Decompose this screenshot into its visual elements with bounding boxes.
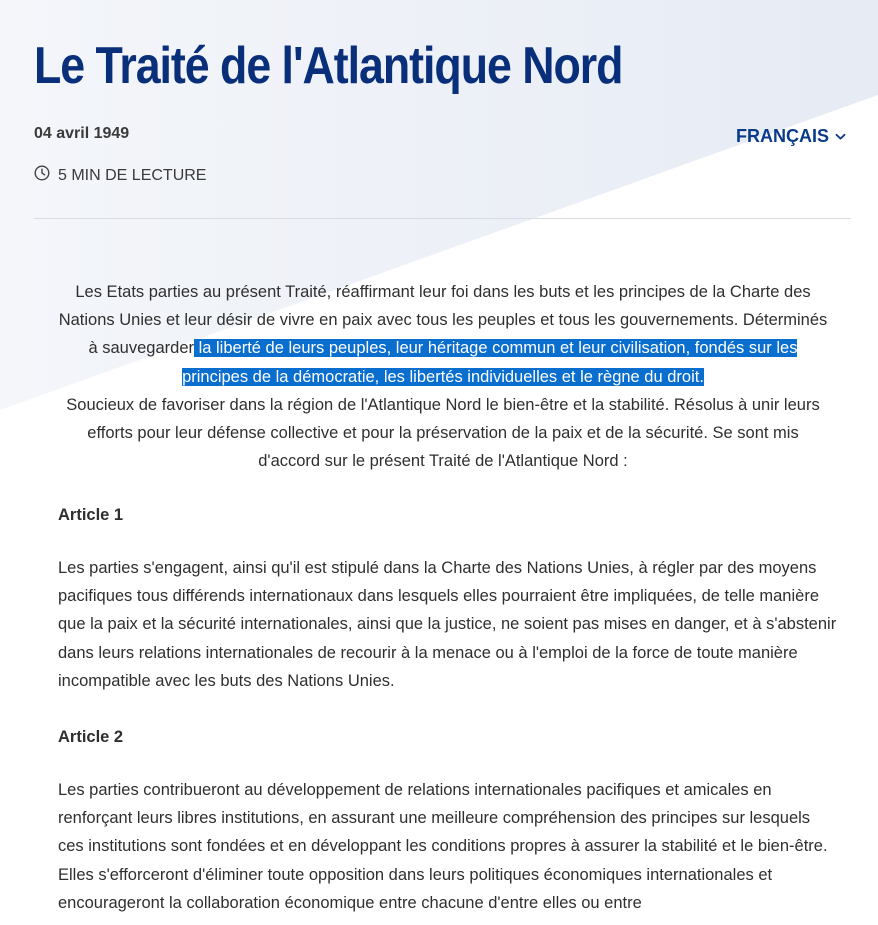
- page-title: Le Traité de l'Atlantique Nord: [34, 37, 623, 95]
- selected-text-highlight[interactable]: la liberté de leurs peuples, leur héritage commun et leur civilisation, fondés sur les principes de la démocratie, les libertés individuelles et le règne du droit.: [182, 339, 798, 386]
- preamble-text: Les Etats parties au présent Traité, réaffirmant leur foi dans les buts et les principes de la Charte des Nations Unies et leur désir de vivre en paix avec tous les peuples et tous les gouvernements. Déterminés à sauvegarder: [58, 283, 828, 358]
- language-label: FRANÇAIS: [736, 126, 829, 146]
- language-selector[interactable]: [736, 126, 846, 147]
- preamble: [56, 278, 830, 475]
- chevron-down-icon: [835, 133, 846, 141]
- reading-time-label: 5 MIN DE LECTURE: [58, 166, 207, 184]
- article-2-heading: Article 2: [58, 728, 124, 746]
- header-divider: [34, 218, 851, 219]
- publication-date: 04 avril 1949: [34, 125, 130, 142]
- article-1-heading: Article 1: [58, 506, 124, 524]
- clock-icon: [34, 165, 50, 186]
- article-1-body: Les parties s'engagent, ainsi qu'il est stipulé dans la Charte des Nations Unies, à régler par des moyens pacifiques tous différends internationaux dans lesquels elles pourraient être impliquées, de telle manière que la paix et la sécurité internationales, ainsi que la justice, ne soient pas mises en danger, et à s'abstenir dans leurs relations internationales de recourir à la menace ou à l'emploi de la force de toute manière incompatible avec les buts des Nations Unies.: [58, 559, 837, 690]
- reading-time: [34, 165, 206, 186]
- article-2-body: Les parties contribueront au développement de relations internationales pacifiques et amicales en renforçant leurs libres institutions, en assurant une meilleure compréhension des principes sur lesquels ces institutions sont fondées et en développant les conditions propres à assurer la stabilité et le bien-être. Elles s'efforceront d'éliminer toute opposition dans leurs politiques économiques internationales et encourageront la collaboration économique entre chacune d'entre elles ou entre: [58, 781, 828, 912]
- preamble-text-continued: Soucieux de favoriser dans la région de l'Atlantique Nord le bien-être et la stabilité. Résolus à unir leurs efforts pour leur défense collective et pour la préservation de la paix et de la sécurité. Se sont mis d'accord sur le présent Traité de l'Atlantique Nord :: [66, 395, 820, 471]
